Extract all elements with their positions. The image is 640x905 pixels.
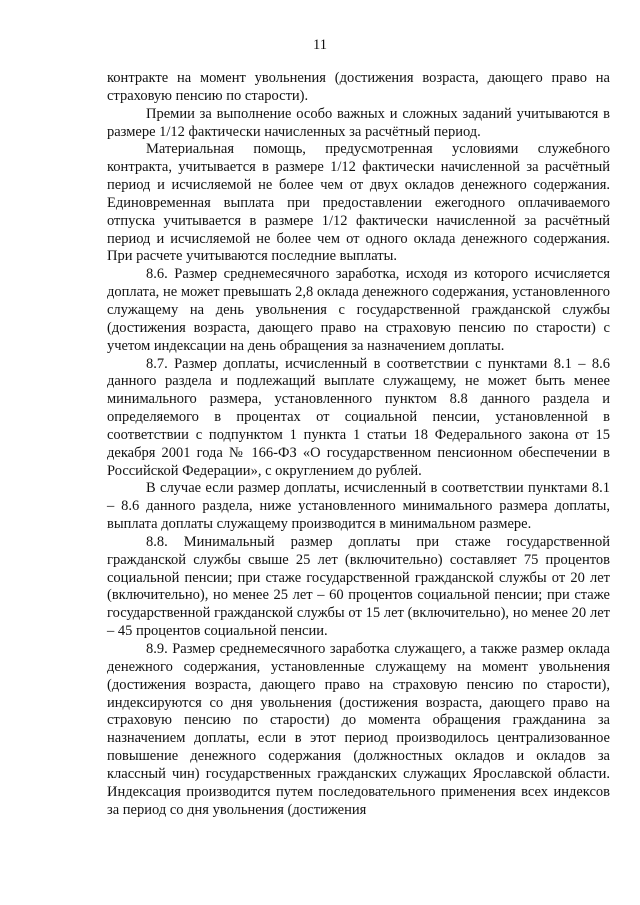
paragraph-bonuses: Премии за выполнение особо важных и сложных заданий учитываются в размере 1/12 фактически начисленных за расчётный период. [107, 105, 610, 140]
page-number: 11 [313, 37, 327, 53]
paragraph-8-8: 8.8. Минимальный размер доплаты при стаже государственной гражданской службы свыше 25 лет (включительно) составляет 75 процентов социальной пенсии; при стаже государственной гражданской службы от 20 лет (включительно), но менее 25 лет – 60 процентов социальной пенсии; при стаже государственной гражданской службы от 15 лет (включительно), но менее 20 лет – 45 процентов социальной пенсии. [107, 533, 610, 640]
paragraph-material-aid: Материальная помощь, предусмотренная условиями служебного контракта, учитывается в размере 1/12 фактически начисленной за расчётный период и исчисляемой не более чем от двух окладов денежного содержания. Единовременная выплата при предоставлении ежегодного оплачиваемого отпуска учитывается в размере 1/12 фактически начисленной за расчётный период и исчисляемой не более чем от одного оклада денежного содержания. При расчете учитываются последние выплаты. [107, 141, 610, 265]
paragraph-8-6: 8.6. Размер среднемесячного заработка, исходя из которого исчисляется доплата, не может превышать 2,8 оклада денежного содержания, установленного служащему на день увольнения с государственной гражданской службы (достижения возраста, дающего право на страховую пенсию по старости) с учетом индексации на день обращения за назначением доплаты. [107, 266, 610, 354]
paragraph-8-7: 8.7. Размер доплаты, исчисленный в соответствии с пунктами 8.1 – 8.6 данного раздела и подлежащий выплате служащему, не может быть менее минимального размера, установленного пунктом 8.8 данного раздела и определяемого в процентах от социальной пенсии, установленной в соответствии с подпунктом 1 пункта 1 статьи 18 Федерального закона от 15 декабря 2001 года № 166-ФЗ «О государственном пенсионном обеспечении в Российской Федерации», с округлением до рублей. [107, 355, 610, 479]
document-body [107, 70, 610, 819]
paragraph-continuation: контракте на момент увольнения (достижения возраста, дающего право на страховую пенсию по старости). [107, 70, 610, 104]
paragraph-minimum-payment: В случае если размер доплаты, исчисленный в соответствии пунктами 8.1 – 8.6 данного раздела, ниже установленного минимального размера доплаты, выплата доплаты служащему производится в минимальном размере. [107, 480, 610, 533]
paragraph-8-9: 8.9. Размер среднемесячного заработка служащего, а также размер оклада денежного содержания, установленные служащему на момент увольнения (достижения возраста, дающего право на страховую пенсию по старости), индексируются со дня увольнения (достижения возраста, дающего право на страховую пенсию по старости) до момента обращения гражданина за назначением доплаты, если в этот период производилось централизованное повышение денежного содержания (должностных окладов и окладов за классный чин) государственных гражданских служащих Ярославской области. Индексация производится путем последовательного применения всех индексов за период со дня увольнения (достижения [107, 641, 610, 818]
